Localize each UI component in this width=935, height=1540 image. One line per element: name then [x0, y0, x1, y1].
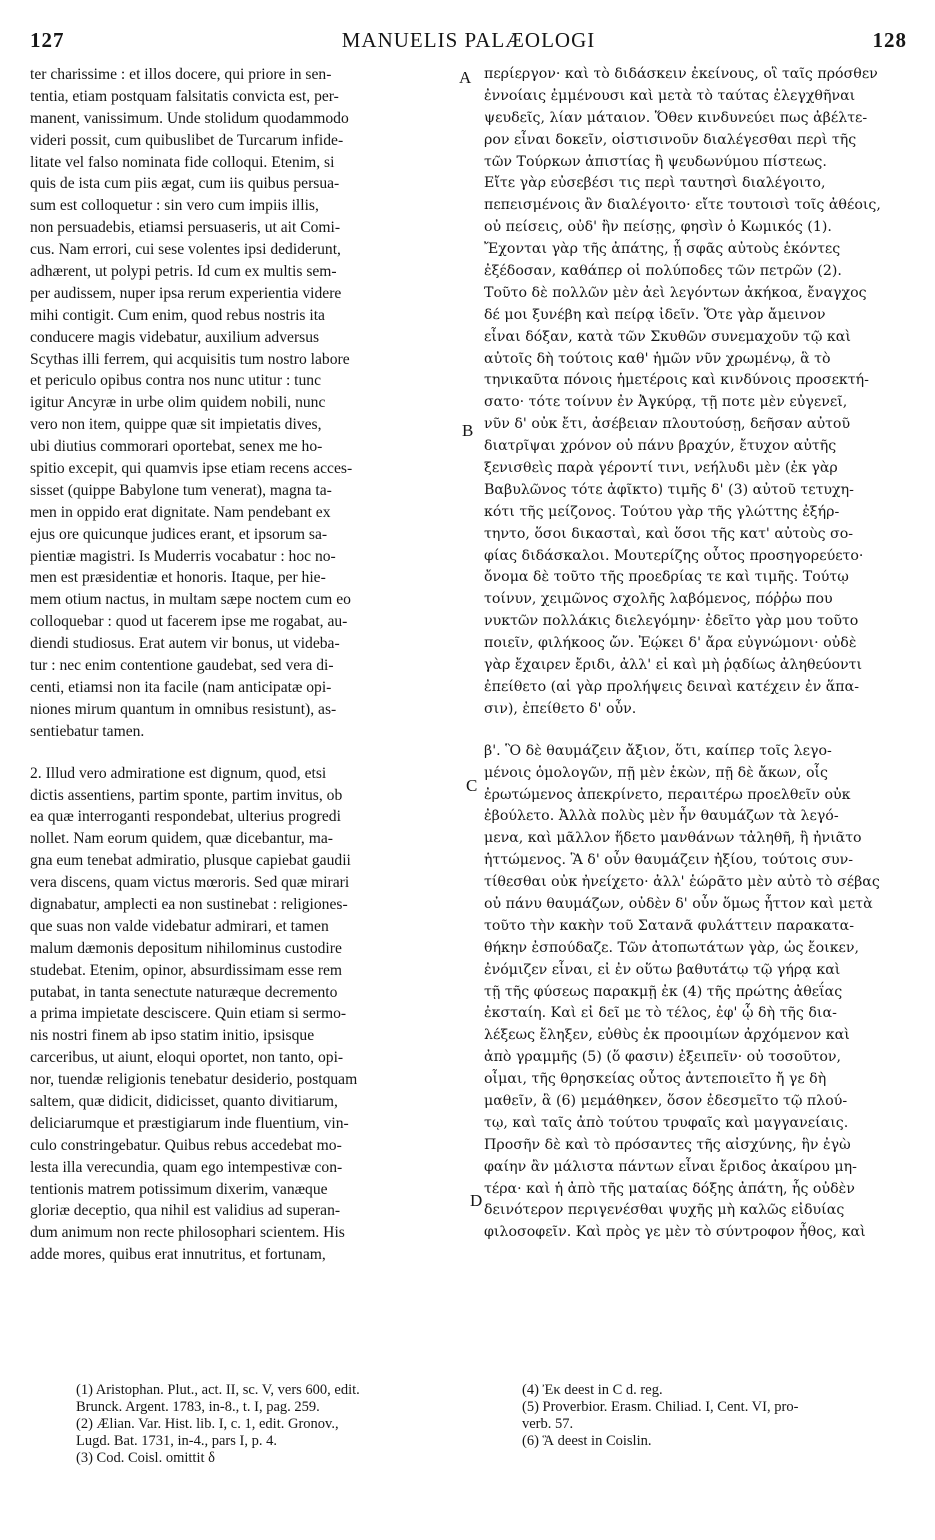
greek-text-line: μαθεῖν, ἃ (6) μεμάθηκεν, ὅσον ἐδεσμεῖτο τῷ πλού-	[484, 1092, 848, 1109]
latin-text-line: manent, vanissimum. Unde stolidum quodammodo	[30, 109, 349, 127]
greek-text-line: ἡττώμενος. Ἃ δ' οὖν θαυμάζειν ἠξίου, τούτοις συν-	[484, 852, 854, 869]
latin-text-line: diendi studiosus. Erat autem vir bonus, ut videba-	[30, 635, 340, 653]
latin-text-line: et periculo opibus contra nos nunc utitur : tunc	[30, 372, 322, 390]
latin-text-line: nis nostri finem ab ipso statim initio, ipsisque	[30, 1027, 315, 1045]
greek-text-line: τέρα· καὶ ἡ ἀπὸ τῆς ματαίας δόξης ἀπάτη, ἧς οὐδὲν	[484, 1180, 855, 1197]
right-page-number: 128	[872, 28, 907, 52]
footnote-line: (1) Aristophan. Plut., act. II, sc. V, vers 600, edit.	[76, 1382, 360, 1398]
latin-text-line: ejus ore quicunque judices erant, et ipsorum sa-	[30, 525, 328, 543]
latin-text-line: adhærent, ut polypi petris. Id cum ex multis sem-	[30, 263, 337, 281]
latin-text-line: tentia, etiam postquam falsitatis convicta est, per-	[30, 87, 339, 105]
latin-text-line: tur : nec enim contentione gaudebat, sed vera di-	[30, 657, 334, 675]
greek-text-line: Ἔχονται γὰρ τῆς ἀπάτης, ᾗ σφᾶς αὐτοὺς ἑκόντες	[484, 241, 841, 258]
latin-text-line: dum animum non recte philosophari scientem. His	[30, 1224, 345, 1242]
paragraph-gap	[30, 743, 460, 763]
latin-text-line: Scythas illi ferrem, qui acquisitis tum nostro labore	[30, 350, 350, 368]
latin-text-line: malum dæmonis depositum nihilominus custodire	[30, 939, 342, 957]
footnote-line: (2) Ælian. Var. Hist. lib. I, c. 1, edit. Gronov.,	[76, 1416, 339, 1432]
latin-paragraph-2	[30, 763, 460, 1266]
footnotes-left	[76, 1382, 471, 1467]
latin-text-line: litate vel falso nominata fide colloqui. Etenim, si	[30, 153, 335, 171]
greek-text-line: φαίην ἂν μάλιστα πάντων εἶναι ἔριδος ἀκαίρου μη-	[484, 1158, 857, 1175]
greek-text-line: Βαβυλῶνος τότε ἀφῖκτο) τιμῆς δ' (3) αὐτοῦ τετυχη-	[484, 481, 854, 498]
latin-text-line: a prima impietate desciscere. Quin etiam si sermo-	[30, 1005, 347, 1023]
latin-text-line: mihi contigit. Cum enim, quod rebus nostris ita	[30, 306, 325, 324]
greek-text-line: μενα, καὶ μᾶλλον ἥδετο μανθάνων τἀληθῆ, ἢ ἠνιᾶτο	[484, 830, 862, 847]
margin-letter-a: A	[459, 68, 472, 87]
latin-text-line: nollet. Nam eorum quidem, quæ dicebantur, ma-	[30, 830, 333, 848]
footnote-line: (5) Proverbior. Erasm. Chiliad. I, Cent. VI, pro-	[522, 1399, 799, 1415]
greek-text-line: σιν), ἐπείθετο δ' οὖν.	[484, 700, 637, 717]
latin-text-line: 2. Illud vero admiratione est dignum, quod, etsi	[30, 764, 327, 782]
latin-text-line: mem otium nactus, in multam sæpe noctem cum eo	[30, 591, 351, 609]
greek-text-line: κότι τῆς μείζονος. Τούτου γὰρ τῆς γλώττης ἐξήρ-	[484, 503, 840, 520]
greek-text-line: ἐνόμιζεν εἶναι, εἰ ἐν οὕτω βαθυτάτῳ τῷ γήρᾳ καὶ	[484, 961, 841, 978]
latin-text-line: igitur Ancyræ in urbe olim quidem nobili, nunc	[30, 394, 326, 412]
greek-paragraph-1	[484, 64, 904, 721]
greek-text-line: μένοις ὁμολογῶν, πῇ μὲν ἑκὼν, πῇ δὲ ἄκων, οἷς	[484, 764, 828, 781]
latin-text-line: men in oppido erat dignitate. Nam pendebant ex	[30, 503, 331, 521]
latin-text-line: putabat, in tanta senectute naturæque decremento	[30, 983, 338, 1001]
greek-text-line: τοῦτο τὴν κακὴν τοῦ Σατανᾶ φυλάττειν παρακατα-	[484, 917, 855, 934]
greek-text-line: ὄνομα δὲ τοῦτο τῆς προεδρίας τε καὶ τιμῆς. Τούτῳ	[484, 569, 849, 586]
latin-text-line: gloriæ deceptio, qua nihil est validius ad superan-	[30, 1202, 341, 1220]
latin-text-line: cus. Nam errori, cui sese volentes ipsi dediderunt,	[30, 241, 341, 259]
latin-text-line: ea quæ interroganti respondebat, ulterius progredi	[30, 808, 341, 826]
greek-text-line: ἀπὸ γραμμῆς (5) (ὅ φασιν) ἐξειπεῖν· οὐ τοσοῦτον,	[484, 1049, 842, 1066]
latin-text-line: niones mirum quantum in omnibus resistunt), as-	[30, 700, 337, 718]
latin-text-line: men est præsidentiæ et honoris. Itaque, per hie-	[30, 569, 326, 587]
latin-text-line: vera discens, quam victus mœroris. Sed quæ mirari	[30, 874, 350, 892]
latin-text-line: colloquebar : quod ut facerem ipse me rogabat, au-	[30, 613, 348, 631]
latin-text-line: culo constringebatur. Quibus rebus accedebat mo-	[30, 1136, 342, 1154]
greek-text-line: αὐτοῖς δὴ τούτοις καθ' ἡμῶν νῦν χρωμένῳ, ἃ τὸ	[484, 350, 831, 367]
footnotes-right	[522, 1382, 917, 1450]
paragraph-gap	[484, 721, 904, 741]
greek-text-line: ἐννοίαις ἐμμένουσι καὶ μετὰ τὸ ταύτας ἐλεγχθῆναι	[484, 87, 856, 104]
latin-text-line: sisset (quippe Babylone tum venerat), magna ta-	[30, 481, 332, 499]
greek-text-line: τῶν Τούρκων ἀπιστίας ἢ ψευδωνύμου πίστεως.	[484, 153, 827, 170]
latin-text-line: gna eum tenebat admiratio, plusque capiebat gaudii	[30, 852, 351, 870]
greek-text-line: οὐ πείσεις, οὐδ' ἢν πείσῃς, φησὶν ὁ Κωμικός (1).	[484, 219, 832, 236]
latin-text-line: pientiæ magistri. Is Muderris vocabatur : hoc no-	[30, 547, 336, 565]
greek-text-line: ἐπείθετο (αἱ γὰρ προλήψεις δειναὶ κατέχειν ἐν ἅπα-	[484, 678, 859, 695]
latin-text-line: quis de ista cum piis ægat, cum iis quibus persua-	[30, 175, 340, 193]
footnote-line: Lugd. Bat. 1731, in-4., pars I, p. 4.	[76, 1433, 277, 1449]
greek-text-line: ἐξέδοσαν, καθάπερ οἱ πολύποδες τῶν πετρῶν (2).	[484, 263, 842, 280]
greek-text-line: Προσῆν δὲ καὶ τὸ πρόσαντες τῆς αἰσχύνης, ἣν ἐγὼ	[484, 1136, 851, 1153]
latin-text-line: lesta illa verecundia, quam ego intempestivæ con-	[30, 1158, 343, 1176]
greek-text-line: ἐβούλετο. Ἀλλὰ πολὺς μὲν ἦν θαυμάζων τὰ λεγό-	[484, 808, 839, 825]
greek-text-line: τίθεσθαι οὐκ ἠνείχετο· ἀλλ' ἑώρᾶτο μὲν αὐτὸ τὸ σέβας	[484, 874, 880, 891]
latin-text-line: studebat. Etenim, opinor, absurdissimam esse rem	[30, 961, 343, 979]
greek-text-line: ἐρωτώμενος ἀπεκρίνετο, περαιτέρω προελθεῖν οὐκ	[484, 786, 851, 803]
greek-text-line: σατο· τότε τοίνυν ἐν Ἀγκύρᾳ, τῇ ποτε μὲν εὐγενεῖ,	[484, 394, 848, 411]
latin-text-line: adde mores, quibus erat innutritus, et fortunam,	[30, 1246, 326, 1264]
latin-text-line: centi, etiamsi non ita facile (nam anticipatæ opi-	[30, 678, 332, 696]
latin-text-line: ubi diutius commorari oportebat, senex me ho-	[30, 438, 323, 456]
greek-text-line: εἶναι δόξαν, κατὰ τῶν Σκυθῶν συνεμαχοῦν τῷ καὶ	[484, 328, 851, 345]
greek-text-line: νῦν δ' οὐκ ἔτι, ἀσέβειαν πλουτούσῃ, δεῆσαν αὐτοῦ	[484, 416, 851, 433]
latin-text-line: carceribus, ut aiunt, eloqui oportet, non tanto, opi-	[30, 1049, 344, 1067]
greek-text-line: οἶμαι, τῆς θρησκείας οὗτος ἀντεποιεῖτο ἤ γε δὴ	[484, 1071, 827, 1088]
footnote-line: (3) Cod. Coisl. omittit δ	[76, 1450, 215, 1466]
margin-letter-c: C	[466, 776, 478, 795]
greek-text-line: β'. Ὃ δὲ θαυμάζειν ἄξιον, ὅτι, καίπερ τοῖς λεγο-	[484, 742, 832, 759]
greek-text-line: τηντο, ὅσοι δικασταὶ, καὶ ὅσοι τῆς κατ' αὐτοὺς σο-	[484, 525, 854, 542]
greek-text-line: δεινότερον περιγενέσθαι ψυχῆς μὴ καλῶς εἰδυίας	[484, 1202, 845, 1219]
latin-text-line: saltem, quæ didicit, didicisset, quanto divitiarum,	[30, 1092, 338, 1110]
latin-text-line: per audissem, nuper ipsa rerum experientia videre	[30, 284, 342, 302]
latin-text-line: sentiebatur tamen.	[30, 722, 145, 740]
greek-text-line: τῇ τῆς φύσεως παρακμῇ ἐκ (4) τῆς πρώτης ἀθεΐας	[484, 983, 843, 1000]
latin-text-line: dignabatur, amplecti ea non sustinebat : religiones-	[30, 895, 348, 913]
greek-paragraph-2	[484, 741, 904, 1244]
greek-text-line: λέξεως ἔληξεν, εὐθὺς ἐκ προοιμίων ἀρχόμενον καὶ	[484, 1027, 850, 1044]
greek-text-line: φίας διδάσκαλοι. Μουτερίζης οὗτος προσηγορεύετο·	[484, 547, 864, 564]
greek-text-line: ποιεῖν, φιλήκοος ὤν. Ἐῴκει δ' ἄρα εὐγνώμονι· οὐδὲ	[484, 635, 857, 652]
latin-text-line: vero non item, quippe quæ sit impietatis dives,	[30, 416, 322, 434]
greek-text-line: πεπεισμένοις ἂν διαλέγοιτο· εἴτε τουτοισὶ τοῖς ἀθέοις,	[484, 197, 881, 214]
latin-text-line: conducere magis videbatur, auxilium adversus	[30, 328, 320, 346]
running-header	[30, 28, 907, 58]
latin-paragraph-1	[30, 64, 460, 743]
greek-column	[484, 64, 904, 1244]
greek-text-line: ψευδεῖς, λίαν μάταιον. Ὅθεν κινδυνεύει πως ἀβέλτε-	[484, 109, 868, 126]
greek-text-line: Εἴτε γὰρ εὐσεβέσι τις περὶ ταυτησὶ διαλέγοιτο,	[484, 175, 826, 192]
greek-text-line: οὐ πάνυ θαυμάζων, οὐδὲν δ' οὖν ὅμως ἧττον καὶ μετὰ	[484, 895, 873, 912]
latin-text-line: que suas non valde videbatur admirari, et tamen	[30, 917, 329, 935]
left-page-number: 127	[30, 28, 65, 52]
greek-text-line: φιλοσοφεῖν. Καὶ πρὸς γε μὲν τὸ σύντροφον ἦθος, καὶ	[484, 1224, 866, 1241]
latin-text-line: ter charissime : et illos docere, qui priore in sen-	[30, 66, 332, 83]
footnote-line: verb. 57.	[522, 1416, 574, 1432]
greek-text-line: γὰρ ἔχαιρεν ἔριδι, ἀλλ' εἰ καὶ μὴ ῥᾳδίως ἀληθεύοντι	[484, 657, 863, 674]
footnote-line: Brunck. Argent. 1783, in-8., t. I, pag. 259.	[76, 1399, 320, 1415]
latin-text-line: sum est colloquetur : sin vero cum impiis illis,	[30, 197, 319, 215]
latin-text-line: deliciarumque et præstigiarum inde fluentium, vin-	[30, 1114, 349, 1132]
latin-text-line: spitio excepit, qui quamvis ipse etiam recens acces-	[30, 460, 353, 478]
footnote-line: (6) Ἃ deest in Coislin.	[522, 1433, 652, 1449]
margin-letter-d: D	[470, 1191, 483, 1210]
latin-text-line: videri possit, cum quibuslibet de Turcarum infide-	[30, 131, 344, 149]
greek-text-line: διατρῖψαι χρόνον οὐ πάνυ βραχύν, ἔτυχον αὐτῆς	[484, 438, 837, 455]
greek-text-line: ξενισθεὶς παρὰ γέροντί τινι, νεήλυδι μὲν (ἐκ γὰρ	[484, 460, 838, 477]
greek-text-line: Τοῦτο δὲ πολλῶν μὲν ἀεὶ λεγόντων ἀκήκοα, ἔναγχος	[484, 284, 867, 301]
greek-text-line: τῳ, καὶ ταῖς ἀπὸ τούτου τρυφαῖς καὶ μαγγανείαις.	[484, 1114, 849, 1131]
latin-text-line: nor, tuendæ religionis tenebatur desiderio, postquam	[30, 1071, 358, 1089]
greek-text-line: θήκην ἐσπούδαζε. Τῶν ἀτοπωτάτων γὰρ, ὡς ἔοικεν,	[484, 939, 860, 956]
latin-text-line: non persuadebis, etiamsi persuaseris, ut ait Comi-	[30, 219, 341, 237]
footnote-line: (4) Ἐκ deest in C d. reg.	[522, 1382, 663, 1398]
running-title: MANUELIS PALÆOLOGI	[341, 28, 596, 52]
greek-text-line: τοίνυν, χειμῶνος σχολῆς λαβόμενος, πόῤῥω που	[484, 591, 833, 608]
margin-letter-b: B	[462, 421, 474, 440]
latin-column	[30, 64, 460, 1266]
latin-text-line: tentionis matrem potissimum dixerim, vanæque	[30, 1180, 328, 1198]
greek-text-line: τηνικαῦτα πόνοις ἡμετέροις καὶ κινδύνοις προσεκτή-	[484, 372, 869, 389]
greek-text-line: νυκτῶν πολλάκις διελεγόμην· ἐδεῖτο γὰρ μου τοῦτο	[484, 613, 859, 630]
greek-text-line: περίεργον· καὶ τὸ διδάσκειν ἐκείνους, οἳ ταῖς πρόσθεν	[484, 66, 878, 82]
greek-text-line: ρον εἶναι δοκεῖν, οἱστισινοῦν διαλέγεσθαι περὶ τῆς	[484, 131, 857, 148]
greek-text-line: δέ μοι ξυνέβη καὶ πείρᾳ ἰδεῖν. Ὅτε γὰρ ἄμεινον	[484, 306, 826, 323]
greek-text-line: ἐκσταίη. Καὶ εἰ δεῖ με τὸ τέλος, ἐφ' ᾧ δὴ τῆς δια-	[484, 1005, 837, 1022]
latin-text-line: dictis assentiens, partim sponte, partim invitus, ob	[30, 786, 343, 804]
